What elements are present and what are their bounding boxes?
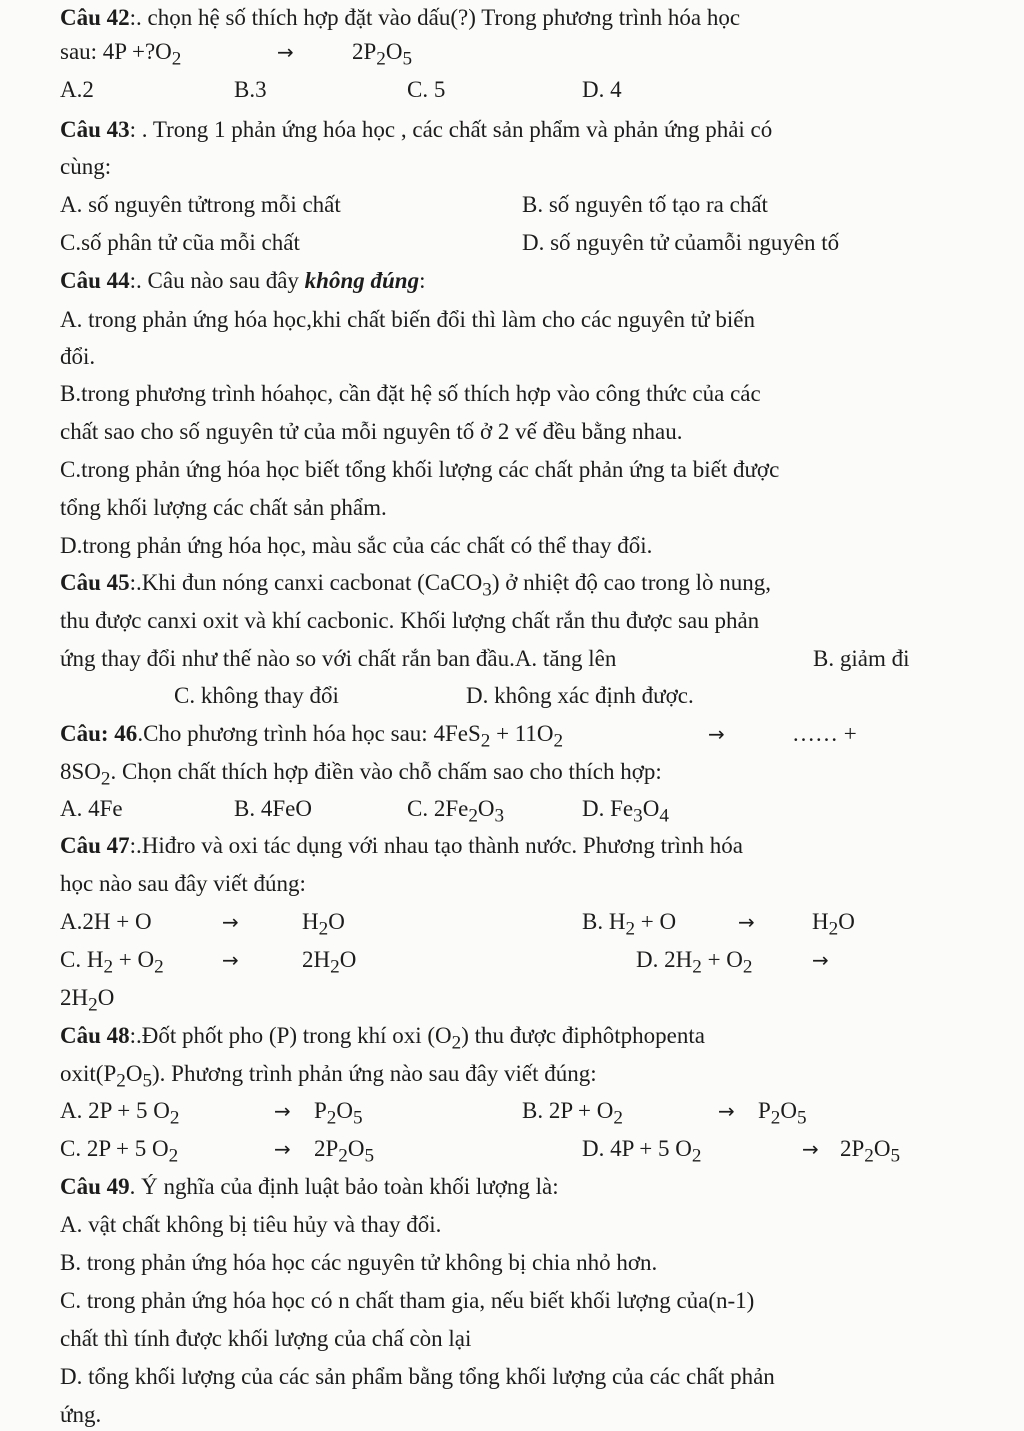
arrow-icon: →	[222, 948, 239, 972]
q44-option-c-line2: tổng khối lượng các chất sản phẩm.	[60, 495, 387, 520]
q47-option-c-rhs: $2H_2O$	[302, 947, 357, 978]
q42-equation-rhs: $2P_2O_5$	[352, 39, 413, 70]
arrow-icon: →	[274, 1099, 291, 1123]
q48-option-b-lhs: B. $2P + O_2$	[522, 1098, 623, 1129]
q47-option-b-rhs: $H_2O$	[812, 909, 855, 940]
q44-line1: Câu 44:. Câu nào sau đây không đúng:	[60, 268, 426, 293]
q43-option-c: C.số phân tử cũa mỗi chất	[60, 230, 300, 255]
q45-line3: ứng thay đổi như thế nào so với chất rắn ban đầu.A. tăng lên	[60, 646, 617, 671]
q46-option-a: A. 4Fe	[60, 796, 123, 821]
q42-line1: Câu 42:. chọn hệ số thích hợp đặt vào dấu(?) Trong phương trình hóa học	[60, 5, 741, 30]
q43-option-a: A. số nguyên tửtrong mỗi chất	[60, 192, 341, 217]
q42-option-b: B.3	[234, 77, 267, 102]
q47-option-b-lhs: B. $H_2 + O$	[582, 909, 677, 940]
q45-option-b: B. giảm đi	[813, 646, 910, 671]
q47-option-c-lhs: C. $H_2 + O_2$	[60, 947, 164, 978]
q43-option-d: D. số nguyên tử củamỗi nguyên tố	[522, 230, 840, 255]
q49-option-a: A. vật chất không bị tiêu hủy và thay đổi.	[60, 1212, 442, 1237]
q47-option-d-lhs: D. $2H_2 + O_2$	[636, 947, 753, 978]
q45-line2: thu được canxi oxit và khí cacbonic. Khối lượng chất rắn thu được sau phản	[60, 608, 760, 633]
arrow-icon: →	[812, 948, 829, 972]
arrow-icon: →	[222, 910, 239, 934]
q47-option-d-rhs: $2H_2O$	[60, 985, 115, 1016]
q47-line2: học nào sau đây viết đúng:	[60, 871, 306, 896]
q43-line1: Câu 43: . Trong 1 phản ứng hóa học , các chất sản phẩm và phản ứng phải có	[60, 117, 773, 142]
q46-option-d: D. $Fe_3O_4$	[582, 796, 669, 827]
q44-option-b-line2: chất sao cho số nguyên tử của mỗi nguyên tố ở 2 vế đều bằng nhau.	[60, 419, 683, 444]
q44-option-a-line2: đổi.	[60, 344, 96, 369]
q43-line2: cùng:	[60, 154, 112, 179]
q46-blank: …… +	[792, 721, 857, 746]
q42-number: Câu 42	[60, 5, 130, 30]
q46-line1: Câu: 46.Cho phương trình hóa học sau: $4FeS_2 + 11O_2$	[60, 721, 564, 752]
arrow-icon: →	[718, 1099, 735, 1123]
q45-line1: Câu 45:.Khi đun nóng canxi cacbonat (CaCO$_3$) ở nhiệt độ cao trong lò nung,	[60, 570, 771, 601]
q47-option-a-rhs: $H_2O$	[302, 909, 345, 940]
q48-line2: $oxit(P_2O_5)$. Phương trình phản ứng nào sau đây viết đúng:	[60, 1061, 597, 1092]
q47-option-a-lhs: A.2H + O	[60, 909, 152, 934]
q49-option-d-line1: D. tổng khối lượng của các sản phẩm bằng tổng khối lượng của các chất phản	[60, 1364, 775, 1389]
q48-option-d-rhs: $2P_2O_5$	[840, 1136, 901, 1167]
q46-option-b: B. 4FeO	[234, 796, 312, 821]
q48-option-d-lhs: D. 4P + 5 $O_2$	[582, 1136, 702, 1167]
arrow-icon: →	[802, 1137, 819, 1161]
q49-option-c-line1: C. trong phản ứng hóa học có n chất tham gia, nếu biết khối lượng của(n-1)	[60, 1288, 755, 1313]
arrow-icon: →	[708, 722, 725, 746]
q44-option-c-line1: C.trong phản ứng hóa học biết tổng khối lượng các chất phản ứng ta biết được	[60, 457, 780, 482]
q42-equation-lhs: sau: $4P +?O_2$	[60, 39, 182, 70]
q44-option-b-line1: B.trong phương trình hóahọc, cần đặt hệ số thích hợp vào công thức của các	[60, 381, 761, 406]
q48-option-c-lhs: C. 2P + 5 $O_2$	[60, 1136, 179, 1167]
q49-option-b: B. trong phản ứng hóa học các nguyên tử không bị chia nhỏ hơn.	[60, 1250, 658, 1275]
q42-option-d: D. 4	[582, 77, 622, 102]
q44-option-a-line1: A. trong phản ứng hóa học,khi chất biến đổi thì làm cho các nguyên tử biến	[60, 307, 755, 332]
q48-option-a-lhs: A. 2P + 5 $O_2$	[60, 1098, 180, 1129]
q45-option-d: D. không xác định được.	[466, 683, 694, 708]
q49-option-c-line2: chất thì tính được khối lượng của chấ còn lại	[60, 1326, 472, 1351]
q45-option-c: C. không thay đổi	[174, 683, 339, 708]
q44-option-d: D.trong phản ứng hóa học, màu sắc của các chất có thể thay đổi.	[60, 533, 653, 558]
q49-option-d-line2: ứng.	[60, 1402, 102, 1427]
q48-option-c-rhs: $2P_2O_5$	[314, 1136, 375, 1167]
q49-line1: Câu 49. Ý nghĩa của định luật bảo toàn khối lượng là:	[60, 1174, 559, 1199]
q47-line1: Câu 47:.Hiđro và oxi tác dụng với nhau tạo thành nước. Phương trình hóa	[60, 833, 743, 858]
q48-option-a-rhs: $P_2O_5$	[314, 1098, 363, 1129]
q46-line2: $8SO_2$. Chọn chất thích hợp điền vào chỗ chấm sao cho thích hợp:	[60, 759, 662, 790]
arrow-icon: →	[277, 40, 294, 64]
arrow-icon: →	[738, 910, 755, 934]
q42-option-a: A.2	[60, 77, 94, 102]
q46-option-c: C. $2Fe_2O_3$	[407, 796, 505, 827]
q43-option-b: B. số nguyên tố tạo ra chất	[522, 192, 768, 217]
q48-option-b-rhs: $P_2O_5$	[758, 1098, 807, 1129]
arrow-icon: →	[274, 1137, 291, 1161]
q42-option-c: C. 5	[407, 77, 446, 102]
q48-line1: Câu 48:.Đốt phốt pho (P) trong khí oxi $(O_2)$ thu được điphôtphopenta	[60, 1023, 705, 1054]
